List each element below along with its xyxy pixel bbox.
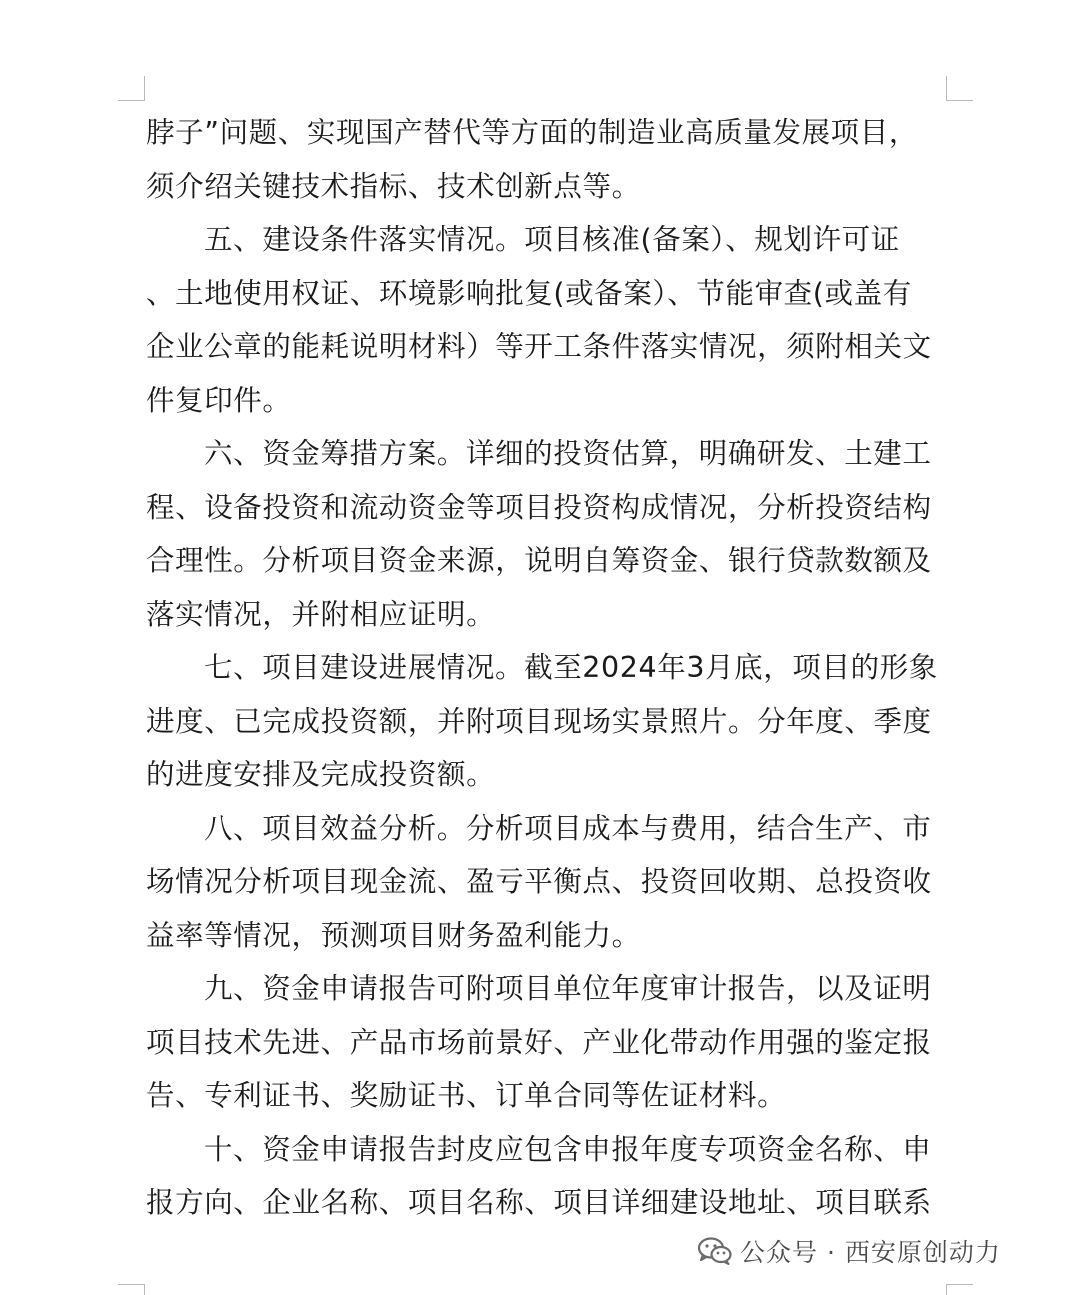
text-line: 合理性。分析项目资金来源，说明自筹资金、银行贷款数额及 — [146, 544, 932, 577]
text-line: 脖子”问题、实现国产替代等方面的制造业高质量发展项目， — [146, 116, 918, 149]
text-line: 告、专利证书、奖励证书、订单合同等佐证材料。 — [146, 1079, 787, 1112]
text-line: 件复印件。 — [146, 383, 292, 417]
text-line: 场情况分析项目现金流、盈亏平衡点、投资回收期、总投资收 — [146, 865, 932, 898]
text-line: 企业公章的能耗说明材料）等开工条件落实情况，须附相关文 — [146, 330, 932, 363]
text-line: 七、项目建设进展情况。截至2024年3月底，项目的形象 — [204, 651, 938, 684]
text-line: 六、资金筹措方案。详细的投资估算，明确研发、土建工 — [204, 437, 932, 470]
wechat-icon — [698, 1237, 732, 1265]
crop-mark-top-right — [946, 76, 973, 101]
text-line: 、土地使用权证、环境影响批复(或备案）、节能审查(或盖有 — [146, 276, 912, 310]
text-line: 须介绍关键技术指标、技术创新点等。 — [146, 169, 641, 203]
text-line: 八、项目效益分析。分析项目成本与费用，结合生产、市 — [204, 811, 932, 845]
document-body — [146, 106, 946, 1230]
text-line: 的进度安排及完成投资额。 — [146, 758, 496, 791]
text-line: 落实情况，并附相应证明。 — [146, 597, 496, 631]
text-line: 程、设备投资和流动资金等项目投资构成情况，分析投资结构 — [146, 490, 932, 524]
crop-mark-bottom-left — [118, 1284, 145, 1295]
text-line: 报方向、企业名称、项目名称、项目详细建设地址、项目联系 — [146, 1186, 932, 1219]
text-line: 项目技术先进、产品市场前景好、产业化带动作用强的鉴定报 — [146, 1025, 932, 1059]
watermark — [698, 1229, 1001, 1273]
text-line: 五、建设条件落实情况。项目核准(备案）、规划许可证 — [204, 223, 900, 256]
crop-mark-bottom-right — [946, 1284, 973, 1295]
text-line: 九、资金申请报告可附项目单位年度审计报告，以及证明 — [204, 972, 932, 1005]
text-line: 益率等情况，预测项目财务盈利能力。 — [146, 918, 641, 952]
text-line: 十、资金申请报告封皮应包含申报年度专项资金名称、申 — [204, 1132, 932, 1166]
text-line: 进度、已完成投资额，并附项目现场实景照片。分年度、季度 — [146, 704, 932, 738]
crop-mark-top-left — [118, 76, 145, 101]
watermark-text: 公众号 · 西安原创动力 — [740, 1238, 1001, 1267]
